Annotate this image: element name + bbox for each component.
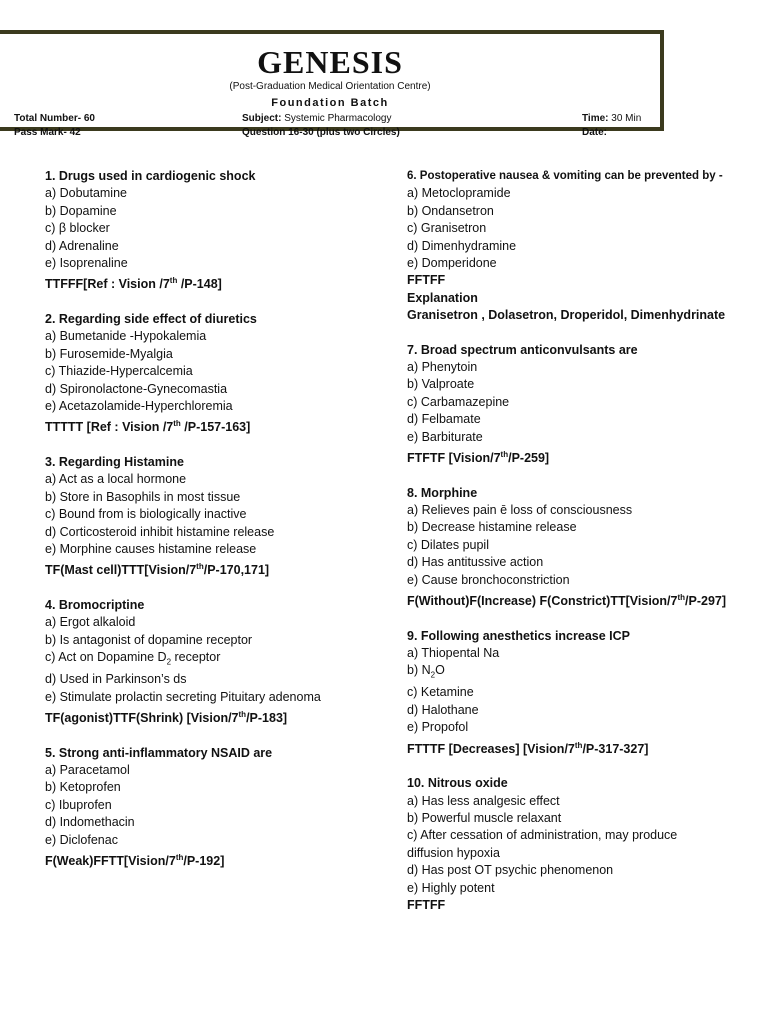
question-10 [407,775,757,914]
question-title: 7. Broad spectrum anticonvulsants are [407,342,638,357]
option: b) Decrease histamine release [407,520,577,535]
option: b) Valproate [407,377,475,392]
option: d) Spironolactone-Gynecomastia [45,381,228,396]
option: a) Act as a local hormone [45,472,187,487]
option: e) Morphine causes histamine release [45,542,257,557]
option: c) Thiazide-Hypercalcemia [45,364,193,379]
question-7 [407,342,757,468]
total-number: Total Number- 60 [14,113,95,124]
option: d) Halothane [407,702,479,717]
document-header [0,30,664,138]
option: c) Carbamazepine [407,394,510,409]
subject-value: Systemic Pharmacology [284,113,392,124]
option: d) Has post OT psychic phenomenon [407,863,614,878]
subject-label: Subject: [242,113,282,124]
option: d) Felbamate [407,412,481,427]
option-continuation: diffusion hypoxia [407,845,500,860]
question-6 [407,168,757,325]
option: b) $N_2O$ [407,663,445,680]
question-range-cut: Question 16-30 (plus two Circles) [242,127,400,138]
answer-key: TTFFF[Ref : Vision /7th /P-148] [45,276,222,292]
time-info [582,113,641,124]
question-5 [45,745,385,871]
answer-key: F(Weak)FFTT[Vision/7th/P-192] [45,852,225,869]
question-title: 2. Regarding side effect of diuretics [45,312,257,326]
question-4 [45,597,385,728]
option: e) Highly potent [407,880,495,895]
option: a) Dobutamine [45,186,127,201]
question-title: 1. Drugs used in cardiogenic shock [45,169,256,183]
question-title: 3. Regarding Histamine [45,455,184,469]
option: a) Phenytoin [407,360,478,375]
option: e) Cause bronchoconstriction [407,572,570,587]
option: e) Propofol [407,720,469,735]
option: b) Ketoprofen [45,780,121,795]
question-8 [407,485,757,611]
option: e) Acetazolamide-Hyperchloremia [45,399,233,414]
option: b) Powerful muscle relaxant [407,810,562,825]
right-column [407,168,757,931]
option: c) Dilates pupil [407,537,489,552]
option: e) Diclofenac [45,832,118,847]
option: b) Furosemide-Myalgia [45,346,173,361]
answer-key: TTTTT [Ref : Vision /7th /P-157-163] [45,419,251,435]
answer-key: FFTFF [407,273,446,288]
option: b) Dopamine [45,203,117,218]
option: e) Stimulate prolactin secreting Pituitary adenoma [45,689,321,704]
answer-key: FFTFF [407,898,446,912]
option: b) Is antagonist of dopamine receptor [45,632,253,647]
answer-key: F(Without)F(Increase) F(Constrict)TT[Vision/7th/P-297] [407,593,727,609]
answer-key: TF(agonist)TTF(Shrink) [Vision/7th/P-183] [45,709,288,726]
option: c) Bound from is biologically inactive [45,507,247,522]
question-2 [45,311,385,437]
option: d) Has antitussive action [407,555,544,570]
header-subtitle: (Post-Graduation Medical Orientation Centre) [229,81,431,92]
option: c) Ibuprofen [45,797,112,812]
option: a) Relieves pain ē loss of consciousness [407,503,633,518]
date-cut: Date: [582,127,608,138]
time-value: 30 Min [611,113,642,124]
explanation-label: Explanation [407,290,478,305]
option: c) Ketamine [407,685,474,700]
option: c) β blocker [45,221,110,236]
question-3 [45,454,385,580]
question-title: 10. Nitrous oxide [407,776,508,791]
option: e) Barbiturate [407,429,483,444]
time-label: Time: [582,113,609,124]
option: b) Store in Basophils in most tissue [45,489,241,504]
option: a) Metoclopramide [407,186,511,201]
header-title: GENESIS [257,44,403,80]
option: e) Isoprenaline [45,256,128,271]
question-title: 4. Bromocriptine [45,598,145,612]
question-title: 8. Morphine [407,485,478,500]
answer-key: FTTTF [Decreases] [Vision/7th/P-317-327] [407,740,649,756]
option: d) Dimenhydramine [407,238,517,253]
option: c) Granisetron [407,221,487,236]
subject-info [242,113,392,124]
option: d) Corticosteroid inhibit histamine release [45,524,275,539]
option: d) Indomethacin [45,815,135,830]
option: a) Paracetamol [45,762,130,777]
pass-mark-cut: Pass Mark- 42 [14,127,81,138]
question-title: 5. Strong anti-inflammatory NSAID are [45,745,273,760]
option: a) Ergot alkaloid [45,615,136,630]
question-1 [45,168,385,294]
option: d) Adrenaline [45,238,119,253]
header-batch: Foundation Batch [271,97,389,109]
option: a) Bumetanide -Hypokalemia [45,329,207,344]
option: c) After cessation of administration, may produce [407,828,678,843]
option: a) Thiopental Na [407,646,500,661]
option: b) Ondansetron [407,203,494,218]
option: a) Has less analgesic effect [407,793,560,808]
answer-key: TF(Mast cell)TTT[Vision/7th/P-170,171] [45,562,270,578]
option: d) Used in Parkinson’s ds [45,672,187,687]
option: e) Domperidone [407,256,497,271]
question-9 [407,628,757,759]
left-column [45,168,385,888]
question-title: 9. Following anesthetics increase ICP [407,628,630,643]
explanation-text: Granisetron , Dolasetron, Droperidol, Dimenhydrinate [407,308,726,323]
option: c) Act on Dopamine $D_2$ receptor [45,650,221,667]
question-title: 6. Postoperative nausea & vomiting can be prevented by - [407,170,723,182]
answer-key: FTFTF [Vision/7th/P-259] [407,450,550,466]
